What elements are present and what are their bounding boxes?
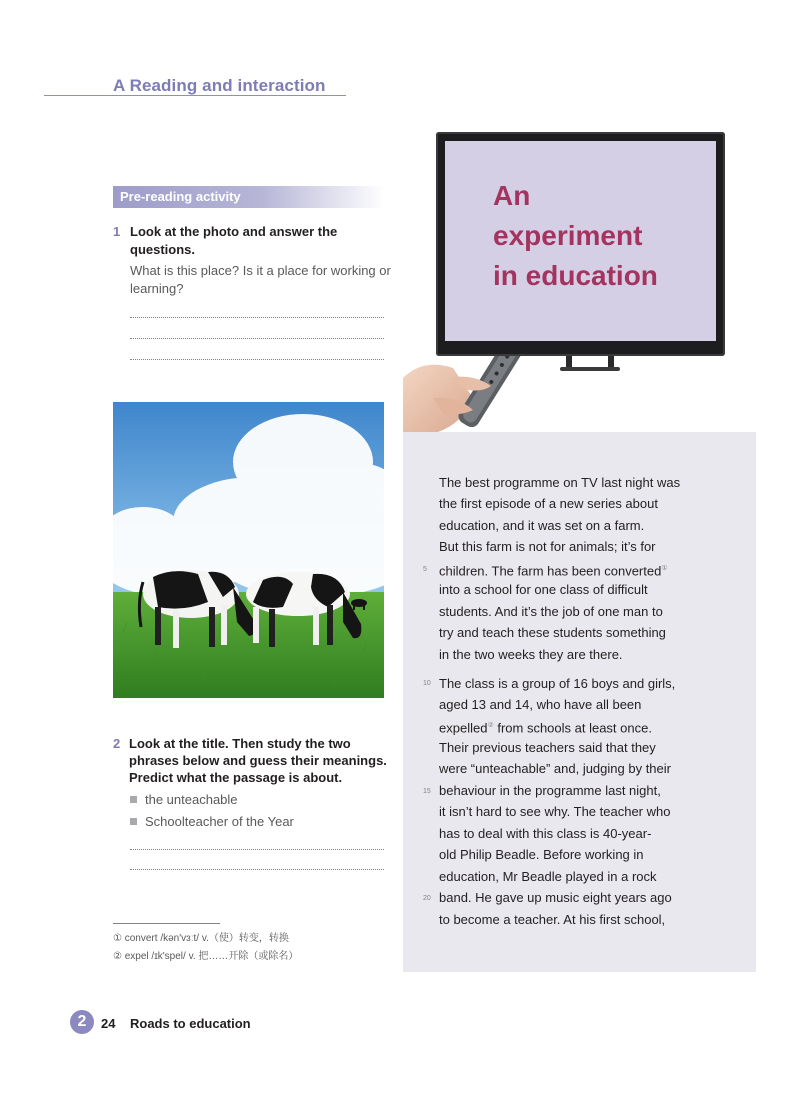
square-bullet-icon (130, 818, 137, 825)
question-2-prompt-line-3: Predict what the passage is about. (129, 770, 343, 785)
prereading-activity-bar (113, 186, 385, 208)
passage-line: it isn’t hard to see why. The teacher who (439, 804, 671, 819)
passage-line: band. He gave up music eight years ago (439, 890, 672, 905)
passage-line: But this farm is not for animals; it’s for (439, 539, 656, 554)
passage-line (439, 718, 652, 736)
section-title: A Reading and interaction (113, 76, 326, 95)
tv-stand (560, 356, 620, 372)
passage-title (493, 176, 658, 296)
passage-line: into a school for one class of difficult (439, 582, 648, 597)
prereading-activity-label: Pre-reading activity (120, 189, 241, 204)
passage-line: has to deal with this class is 40-year- (439, 826, 652, 841)
tv-screen (445, 141, 716, 341)
passage-line: The best programme on TV last night was (439, 475, 681, 490)
passage-line-text: expelled (439, 720, 488, 736)
footnote-convert: ① convert /kən'vɜːt/ v.（使）转变，转换 (113, 933, 289, 944)
question-2-prompt-line-2: phrases below and guess their meanings. (129, 753, 387, 768)
line-number: 10 (423, 680, 431, 687)
passage-line: students. And it’s the job of one man to (439, 604, 663, 619)
question-2-number: 2 (113, 736, 121, 751)
line-number: 5 (423, 566, 427, 573)
answer-line[interactable] (130, 317, 384, 318)
line-number: 20 (423, 895, 431, 902)
footnote-marker-1: ① (661, 565, 668, 572)
passage-line: try and teach these students something (439, 625, 666, 640)
question-1-subquestion-line-1: What is this place? Is it a place for working or (130, 263, 391, 278)
tv-frame (436, 132, 725, 356)
phrase-text: Schoolteacher of the Year (145, 814, 294, 829)
passage-line: behaviour in the programme last night, (439, 783, 661, 798)
phrase-bullet (130, 814, 294, 829)
footnote-expel: ② expel /ɪk'spel/ v. 把……开除（或除名） (113, 951, 299, 962)
question-2-prompt-line-1: Look at the title. Then study the two (129, 736, 351, 751)
answer-line[interactable] (130, 338, 384, 339)
square-bullet-icon (130, 796, 137, 803)
chapter-number-badge: 2 (70, 1010, 94, 1034)
passage-line: old Philip Beadle. Before working in (439, 847, 644, 862)
passage-line: the first episode of a new series about (439, 496, 658, 511)
passage-line: education, Mr Beadle played in a rock (439, 869, 657, 884)
footnote-rule (113, 923, 220, 924)
answer-line[interactable] (130, 849, 384, 850)
passage-line: aged 13 and 14, who have all been (439, 697, 642, 712)
passage-line: in the two weeks they are there. (439, 647, 623, 662)
section-title-rule (44, 95, 346, 96)
footnote-marker-2: ② (487, 722, 494, 729)
phrase-bullet (130, 792, 238, 807)
passage-title-line: An (493, 180, 531, 211)
passage-title-line: in education (493, 260, 658, 291)
passage-line (439, 561, 668, 579)
line-number: 15 (423, 788, 431, 795)
passage-line: to become a teacher. At his first school, (439, 912, 666, 927)
question-1-prompt-line-1: Look at the photo and answer the (130, 224, 338, 239)
question-1-prompt-line-2: questions. (130, 242, 196, 257)
page-number: 24 (101, 1016, 116, 1031)
passage-line-text: from schools at least once. (493, 720, 652, 736)
cows-on-farm-photo (113, 402, 384, 698)
answer-line[interactable] (130, 869, 384, 870)
phrase-text: the unteachable (145, 792, 238, 807)
question-1-subquestion-line-2: learning? (130, 281, 184, 296)
passage-title-line: experiment (493, 220, 643, 251)
passage-line-text: children. The farm has been converted (439, 563, 662, 579)
passage-line: The class is a group of 16 boys and girls, (439, 676, 676, 691)
passage-line: Their previous teachers said that they (439, 740, 656, 755)
passage-line: education, and it was set on a farm. (439, 518, 645, 533)
chapter-title: Roads to education (130, 1016, 251, 1031)
answer-line[interactable] (130, 359, 384, 360)
question-1-number: 1 (113, 224, 121, 239)
passage-line: were “unteachable” and, judging by their (439, 761, 671, 776)
